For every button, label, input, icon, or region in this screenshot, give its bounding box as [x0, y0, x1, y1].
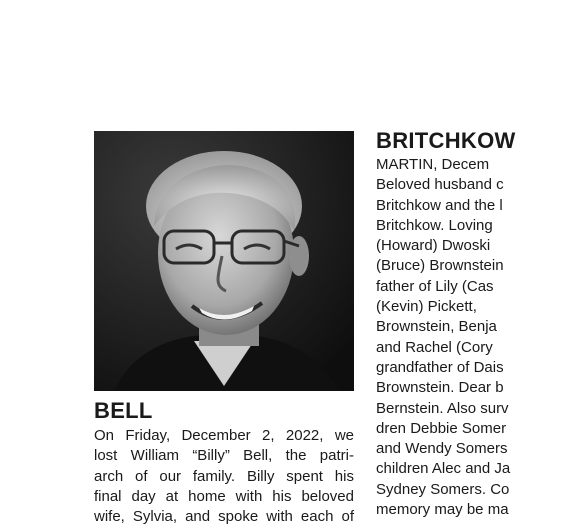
text-line: and Wendy Somers — [376, 440, 508, 458]
text-line: arch of our family. Billy spent his — [94, 467, 354, 485]
obituary-text-bell — [94, 426, 354, 527]
text-line: (Kevin) Pickett, — [376, 298, 477, 316]
portrait-photo — [94, 131, 354, 391]
obituary-name-bell: BELL — [94, 398, 153, 423]
obituary-name-britchkow: BRITCHKOW — [376, 128, 516, 153]
text-line: grandfather of Dais — [376, 358, 504, 376]
text-line: wife, Sylvia, and spoke with each of — [94, 508, 354, 526]
text-line: memory may be ma — [376, 501, 509, 519]
text-line: and Rachel (Cory — [376, 338, 493, 356]
text-line: MARTIN, Decem — [376, 156, 490, 173]
text-line: Brownstein, Benja — [376, 318, 497, 336]
text-line: On Friday, December 2, 2022, we — [94, 427, 354, 444]
text-line: father of Lily (Cas — [376, 277, 494, 295]
text-line: lost William “Billy” Bell, the patri- — [94, 447, 354, 465]
text-line: children Alec and Ja — [376, 460, 511, 478]
text-line: Britchkow and the l — [376, 196, 503, 214]
text-line: final day at home with his beloved — [94, 487, 354, 505]
text-line: Brownstein. Dear b — [376, 379, 504, 397]
text-line: (Bruce) Brownstein — [376, 257, 504, 275]
text-line: Britchkow. Loving — [376, 216, 493, 234]
text-line: dren Debbie Somer — [376, 419, 507, 437]
text-line: Sydney Somers. Co — [376, 480, 510, 498]
text-line: Beloved husband c — [376, 176, 504, 194]
portrait-illustration — [94, 131, 354, 391]
text-line: (Howard) Dwoski — [376, 237, 491, 255]
obituary-text-britchkow — [376, 155, 576, 520]
text-line: Bernstein. Also surv — [376, 399, 509, 417]
